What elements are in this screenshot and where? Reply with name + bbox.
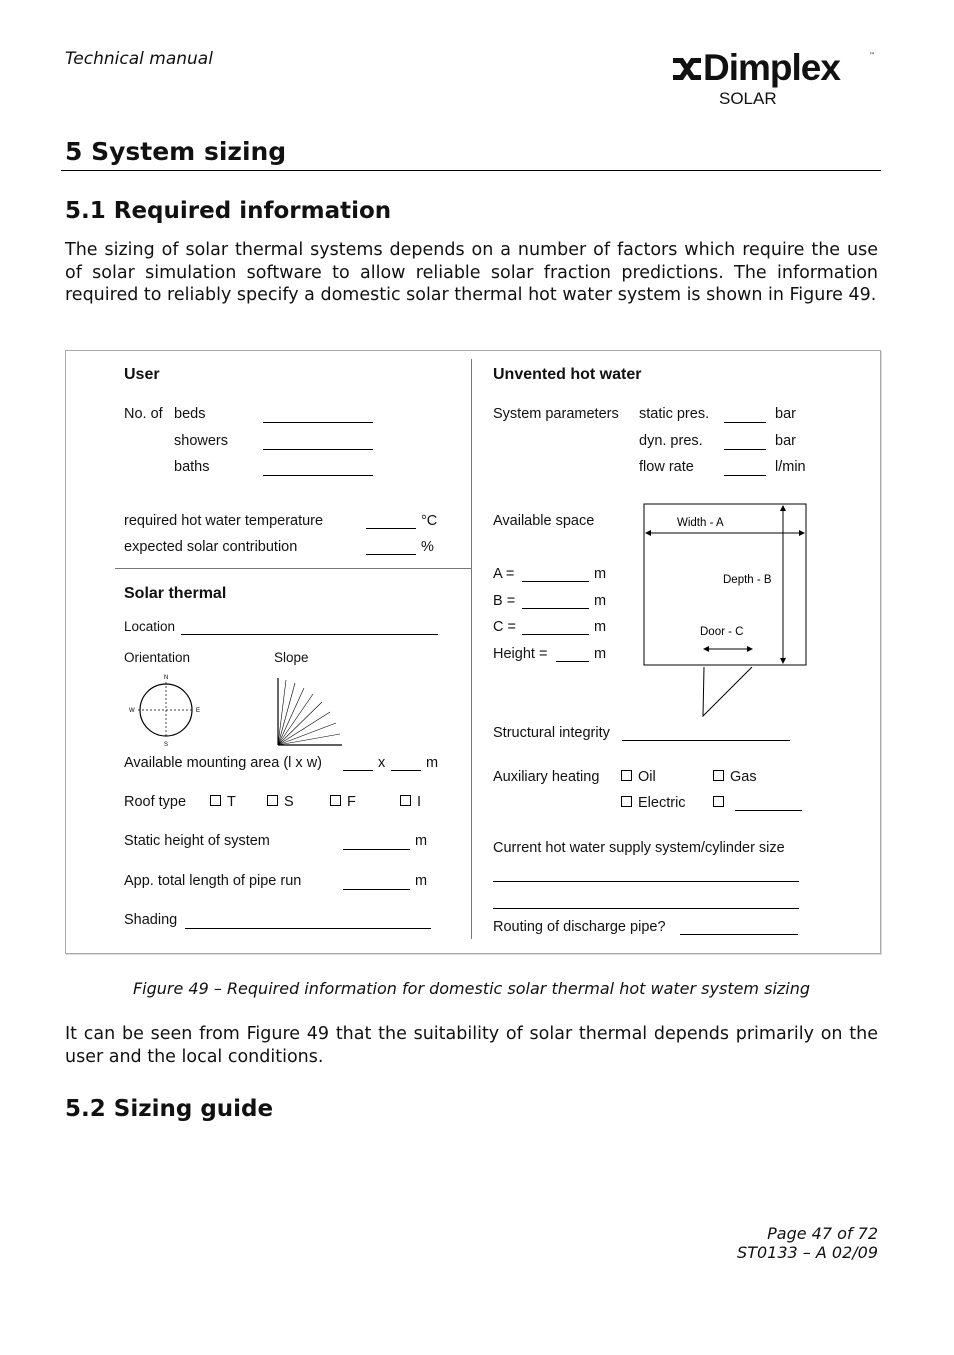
pct-unit: %	[421, 539, 434, 555]
dimplex-logo	[671, 47, 881, 90]
checkbox-icon[interactable]	[713, 770, 724, 781]
c-unit: m	[594, 619, 607, 635]
current-supply-field-1[interactable]	[493, 881, 799, 882]
aux-other[interactable]	[713, 795, 730, 811]
aux-oil[interactable]: Oil	[621, 769, 656, 785]
structural-label: Structural integrity	[493, 725, 610, 741]
beds-label: beds	[174, 406, 206, 422]
routing-label: Routing of discharge pipe?	[493, 919, 666, 935]
width-a-text: Width - A	[677, 517, 724, 529]
static-height-field[interactable]	[343, 849, 410, 850]
pipe-run-label: App. total length of pipe run	[124, 873, 302, 889]
document-reference: ST0133 – A 02/09	[737, 1243, 878, 1262]
brand-name: Dimplex	[703, 47, 840, 88]
b-label: B =	[493, 593, 516, 609]
aux-gas[interactable]: Gas	[713, 769, 757, 785]
current-supply-label: Current hot water supply system/cylinder size	[493, 840, 785, 856]
mounting-width-field[interactable]	[391, 770, 421, 771]
static-pres-unit: bar	[775, 406, 796, 422]
checkbox-icon[interactable]	[330, 795, 341, 806]
current-supply-field-2[interactable]	[493, 908, 799, 909]
pipe-run-unit: m	[415, 873, 428, 889]
compass-e: E	[196, 708, 201, 714]
figure-user-divider	[115, 568, 472, 569]
flow-rate-unit: l/min	[775, 459, 806, 475]
flow-rate-label: flow rate	[639, 459, 694, 475]
c-label: C =	[493, 619, 516, 635]
shading-field[interactable]	[185, 928, 431, 929]
door-c-text: Door - C	[700, 626, 744, 638]
brand-sub: SOLAR	[719, 89, 777, 108]
roof-opt-i[interactable]: I	[400, 794, 421, 810]
solar-thermal-heading: Solar thermal	[124, 585, 227, 602]
checkbox-icon[interactable]	[267, 795, 278, 806]
structural-field[interactable]	[622, 740, 790, 741]
subsection-title-5-2: 5.2 Sizing guide	[65, 1096, 274, 1122]
a-label: A =	[493, 566, 515, 582]
intro-paragraph: The sizing of solar thermal systems depends on a number of factors which require the use of solar simulation software to allow reliable solar fraction predictions. The information required to reliably specify a domestic solar thermal hot water system is shown in Figure 49.	[65, 240, 878, 305]
section-title: 5 System sizing	[65, 137, 287, 166]
req-temp-label: required hot water temperature	[124, 513, 324, 529]
roof-type-label: Roof type	[124, 794, 187, 810]
no-of-label: No. of	[124, 406, 163, 422]
slope-label: Slope	[274, 650, 309, 665]
depth-b-text: Depth - B	[723, 574, 772, 586]
available-space-label: Available space	[493, 513, 595, 529]
orientation-label: Orientation	[124, 650, 191, 665]
mounting-area-label: Available mounting area (l x w)	[124, 755, 322, 771]
aux-heating-label: Auxiliary heating	[493, 769, 600, 785]
shading-label: Shading	[124, 912, 178, 928]
solar-contrib-label: expected solar contribution	[124, 539, 298, 555]
baths-field[interactable]	[263, 475, 373, 476]
subsection-title-5-1: 5.1 Required information	[65, 198, 392, 224]
checkbox-icon[interactable]	[210, 795, 221, 806]
system-params-label: System parameters	[493, 406, 619, 422]
dyn-pres-label: dyn. pres.	[639, 433, 703, 449]
static-height-unit: m	[415, 833, 428, 849]
flow-rate-field[interactable]	[724, 475, 766, 476]
compass-n: N	[164, 675, 169, 681]
compass-s: S	[164, 742, 169, 748]
page-number: Page 47 of 72	[767, 1224, 878, 1243]
checkbox-icon[interactable]	[713, 796, 724, 807]
b-unit: m	[594, 593, 607, 609]
beds-field[interactable]	[263, 422, 373, 423]
height-label: Height =	[493, 646, 548, 662]
static-height-label: Static height of system	[124, 833, 270, 849]
c-field[interactable]	[522, 634, 589, 635]
static-pres-label: static pres.	[639, 406, 710, 422]
temp-unit: °C	[421, 513, 438, 529]
location-label: Location	[124, 619, 176, 634]
unvented-heading: Unvented hot water	[493, 366, 642, 383]
routing-field[interactable]	[680, 934, 798, 935]
section-rule	[61, 170, 881, 171]
mounting-length-field[interactable]	[343, 770, 373, 771]
conclusion-paragraph: It can be seen from Figure 49 that the suitability of solar thermal depends primarily on the user and the local conditions.	[65, 1024, 878, 1067]
showers-field[interactable]	[263, 449, 373, 450]
showers-label: showers	[174, 433, 228, 449]
pipe-run-field[interactable]	[343, 889, 410, 890]
slope-fan-icon	[272, 672, 352, 748]
roof-opt-t[interactable]: T	[210, 794, 236, 810]
user-heading: User	[124, 366, 160, 383]
checkbox-icon[interactable]	[400, 795, 411, 806]
roof-opt-s[interactable]: S	[267, 794, 294, 810]
height-unit: m	[594, 646, 607, 662]
checkbox-icon[interactable]	[621, 770, 632, 781]
b-field[interactable]	[522, 608, 589, 609]
mounting-x: x	[378, 755, 386, 771]
compass-w: W	[129, 708, 135, 714]
mounting-unit: m	[426, 755, 439, 771]
figure-column-divider	[471, 359, 472, 939]
orientation-compass-icon	[126, 672, 206, 748]
location-field[interactable]	[181, 634, 438, 635]
aux-electric[interactable]: Electric	[621, 795, 686, 811]
a-field[interactable]	[522, 581, 589, 582]
a-unit: m	[594, 566, 607, 582]
req-temp-field[interactable]	[366, 528, 416, 529]
baths-label: baths	[174, 459, 210, 475]
document-type: Technical manual	[65, 49, 213, 69]
trademark: ™	[869, 52, 875, 59]
dyn-pres-field[interactable]	[724, 449, 766, 450]
dyn-pres-unit: bar	[775, 433, 796, 449]
room-diagram	[640, 500, 812, 720]
static-pres-field[interactable]	[724, 422, 766, 423]
solar-contrib-field[interactable]	[366, 554, 416, 555]
height-field[interactable]	[556, 661, 589, 662]
aux-other-field[interactable]	[735, 810, 802, 811]
figure-caption: Figure 49 – Required information for domestic solar thermal hot water system sizing	[132, 979, 811, 998]
roof-opt-f[interactable]: F	[330, 794, 356, 810]
checkbox-icon[interactable]	[621, 796, 632, 807]
dimplex-logo-mark-icon	[671, 56, 703, 82]
